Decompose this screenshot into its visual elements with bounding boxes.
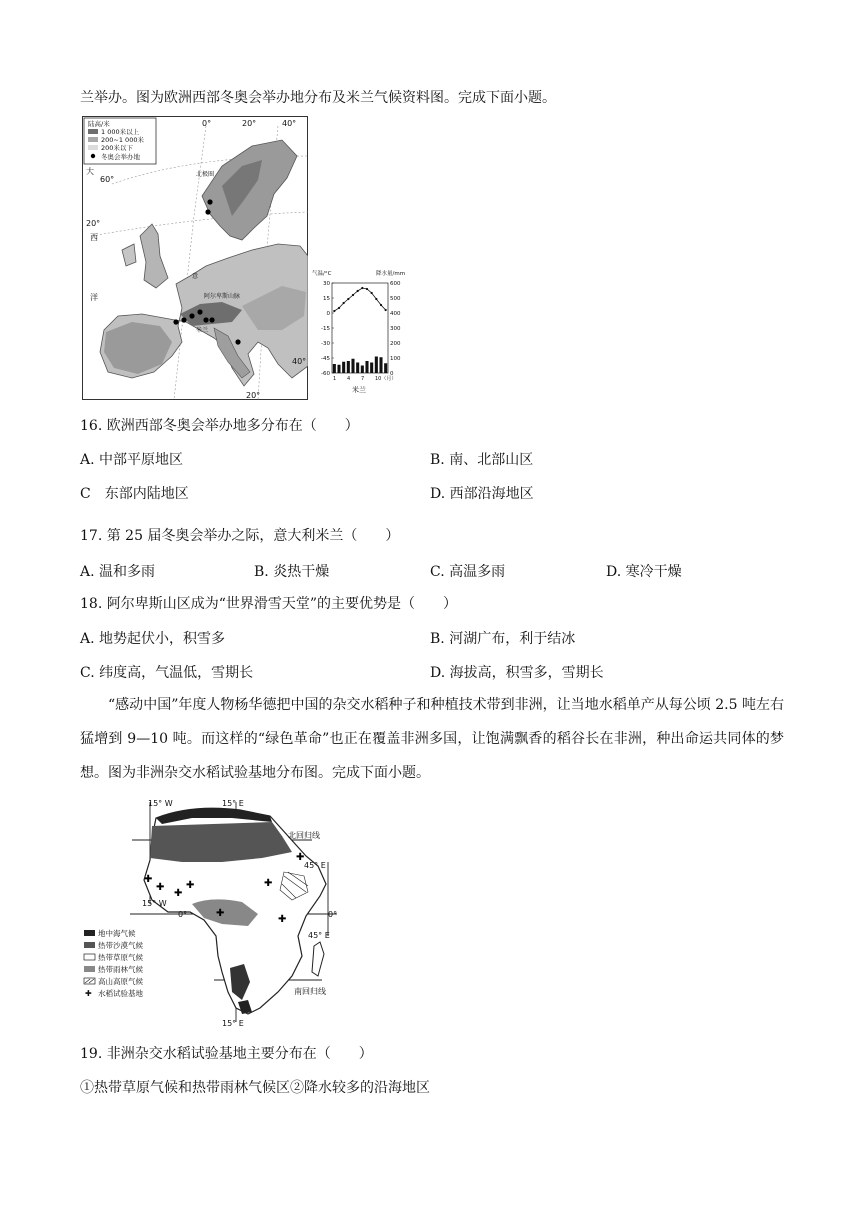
temp-tick-label: 30: [323, 281, 330, 287]
lon-label-0: 0°: [202, 119, 212, 128]
lon-45e-top-label: 45° E: [304, 861, 326, 870]
climate-chart-caption: 米兰: [352, 386, 366, 394]
lat-label-60: 60°: [100, 175, 115, 184]
lon-15w-left-label: 15° W: [142, 899, 167, 908]
svg-text:高山高原气候: 高山高原气候: [98, 977, 143, 986]
temperature-point: [333, 310, 335, 312]
temp-tick-label: 15: [323, 296, 330, 302]
svg-text:热带雨林气候: 热带雨林气候: [98, 965, 143, 974]
q18-option-d[interactable]: D. 海拔高，积雪多，雪期长: [430, 665, 604, 681]
milan-climate-chart: [310, 268, 410, 396]
precip-tick-label: 200: [390, 341, 401, 347]
madagascar-shape: [312, 942, 324, 976]
svg-text:热带草原气候: 热带草原气候: [98, 953, 143, 962]
month-tick-label: 4: [347, 376, 351, 382]
left-axis-title: 气温/°C: [312, 271, 332, 277]
precipitation-bar: [351, 359, 354, 373]
precipitation-bar: [356, 363, 359, 374]
lat-label-20: 20°: [86, 219, 101, 228]
intro-text: 兰举办。图为欧洲西部冬奥会举办地分布及米兰气候资料图。完成下面小题。: [80, 90, 556, 106]
q18-option-a[interactable]: A. 地势起伏小，积雪多: [80, 631, 226, 647]
svg-text:✚: ✚: [85, 989, 92, 998]
precipitation-bar: [370, 363, 373, 374]
svg-text:1 000米以上: 1 000米以上: [101, 128, 140, 136]
precipitation-bar: [384, 363, 387, 373]
temp-tick-label: -30: [321, 341, 330, 347]
q16-option-b[interactable]: B. 南、北部山区: [430, 452, 534, 468]
q16-option-d[interactable]: D. 西部沿海地区: [430, 486, 534, 502]
svg-text:200米以下: 200米以下: [101, 144, 133, 152]
temperature-point: [371, 292, 373, 294]
lon-15w-top-label: 15° W: [148, 799, 173, 808]
temperature-line: [334, 288, 385, 311]
temp-tick-label: 0: [326, 311, 330, 317]
svg-text:✚: ✚: [186, 880, 195, 891]
precip-tick-label: 600: [390, 281, 401, 287]
q17-option-a[interactable]: A. 温和多雨: [80, 564, 156, 580]
q19-stem: 19. 非洲杂交水稻试验基地主要分布在（ ）: [80, 1046, 373, 1062]
precipitation-bar: [337, 365, 340, 373]
temp-tick-label: -15: [321, 326, 330, 332]
svg-text:西: 西: [90, 233, 98, 242]
q16-stem: 16. 欧洲西部冬奥会举办地多分布在（ ）: [80, 418, 359, 434]
lon-label-20-bottom: 20°: [246, 391, 261, 400]
svg-text:米: 米: [196, 327, 203, 334]
svg-text:大: 大: [86, 167, 94, 176]
temperature-point: [375, 298, 377, 300]
precip-tick-label: 100: [390, 356, 401, 362]
right-axis-title: 降水量/mm: [376, 271, 406, 277]
svg-text:200~1 000米: 200~1 000米: [101, 136, 144, 144]
svg-text:兰: 兰: [202, 327, 209, 334]
q18-option-c[interactable]: C. 纬度高，气温低，雪期长: [80, 665, 254, 681]
precip-tick-label: 0: [390, 371, 394, 377]
svg-text:意: 意: [192, 273, 199, 280]
svg-text:✚: ✚: [144, 874, 153, 885]
temperature-point: [361, 287, 363, 289]
europe-map-legend: [84, 118, 156, 164]
q17-stem: 17. 第 25 届冬奥会举办之际，意大利米兰（ ）: [80, 528, 400, 544]
svg-text:✚: ✚: [296, 852, 305, 863]
temperature-point: [352, 294, 354, 296]
temperature-point: [366, 288, 368, 290]
temperature-point: [385, 309, 387, 311]
africa-intro-paragraph: “感动中国”年度人物杨华德把中国的杂交水稻种子和种植技术带到非洲，让当地水稻单产从每公顷 2.5 吨左右猛增到 9—10 吨。而这样的“绿色革命”也正在覆盖非洲多国，让饱满飘香的稻谷长在非洲，种出命运共同体的梦想。图为非洲杂交水稻试验基地分布图。完成下面小题。: [80, 697, 784, 781]
lat-label-40: 40°: [292, 357, 307, 366]
temperature-point: [380, 304, 382, 306]
svg-text:✚: ✚: [156, 882, 165, 893]
q18-option-b[interactable]: B. 河湖广布，利于结冰: [430, 631, 576, 647]
svg-text:水稻试验基地: 水稻试验基地: [98, 989, 143, 998]
equator-right-label: 0°: [328, 910, 338, 919]
temperature-point: [338, 307, 340, 309]
svg-text:洋: 洋: [90, 293, 98, 302]
temperature-point: [357, 290, 359, 292]
temperature-point: [343, 302, 345, 304]
tropic-cancer-label: 北回归线: [288, 831, 320, 840]
month-tick-label: 7: [361, 376, 365, 382]
lon-45e-mid-label: 45° E: [308, 931, 330, 940]
temp-tick-label: -45: [321, 356, 330, 362]
precipitation-bar: [361, 366, 364, 374]
month-tick-label: 10（月）: [375, 376, 397, 382]
precip-tick-label: 500: [390, 296, 401, 302]
arctic-circle-label: 北极圈: [196, 171, 215, 178]
svg-text:地中海气候: 地中海气候: [98, 929, 136, 938]
svg-text:✚: ✚: [264, 878, 273, 889]
alps-label: 阿尔卑斯山脉: [204, 293, 241, 300]
tropic-capricorn-label: 南回归线: [294, 987, 326, 996]
q17-option-d[interactable]: D. 寒冷干燥: [606, 564, 682, 580]
africa-map: [82, 796, 372, 1028]
temperature-point: [347, 298, 349, 300]
q17-option-c[interactable]: C. 高温多雨: [430, 564, 506, 580]
precipitation-bar: [365, 361, 368, 373]
precipitation-bar: [379, 357, 382, 373]
lon-15e-bottom-label: 15° E: [222, 1019, 244, 1028]
precipitation-bar: [347, 361, 350, 373]
svg-text:✚: ✚: [278, 914, 287, 925]
q19-statement-line: ①热带草原气候和热带雨林气候区②降水较多的沿海地区: [80, 1080, 430, 1096]
precip-tick-label: 400: [390, 311, 401, 317]
q16-option-a[interactable]: A. 中部平原地区: [80, 452, 184, 468]
lon-label-20: 20°: [242, 119, 257, 128]
svg-text:冬奥会举办地: 冬奥会举办地: [101, 153, 140, 161]
precipitation-bar: [375, 357, 378, 374]
q17-option-b[interactable]: B. 炎热干燥: [254, 564, 330, 580]
precip-tick-label: 300: [390, 326, 401, 332]
legend-title: 陆高/米: [88, 120, 110, 128]
svg-text:✚: ✚: [174, 888, 183, 899]
svg-text:热带沙漠气候: 热带沙漠气候: [98, 941, 143, 950]
temp-tick-label: -60: [321, 371, 330, 377]
lon-label-40: 40°: [282, 119, 297, 128]
q16-option-c[interactable]: C 东部内陆地区: [80, 486, 189, 502]
europe-map: [82, 116, 308, 400]
month-tick-label: 1: [333, 376, 337, 382]
equator-left-label: 0°: [178, 910, 188, 919]
precipitation-bar: [342, 362, 345, 373]
precipitation-bar: [333, 364, 336, 373]
q18-stem: 18. 阿尔卑斯山区成为“世界滑雪天堂”的主要优势是（ ）: [80, 596, 458, 612]
africa-map-legend: [84, 928, 143, 998]
lon-15e-top-label: 15° E: [222, 799, 244, 808]
svg-text:✚: ✚: [216, 908, 225, 919]
